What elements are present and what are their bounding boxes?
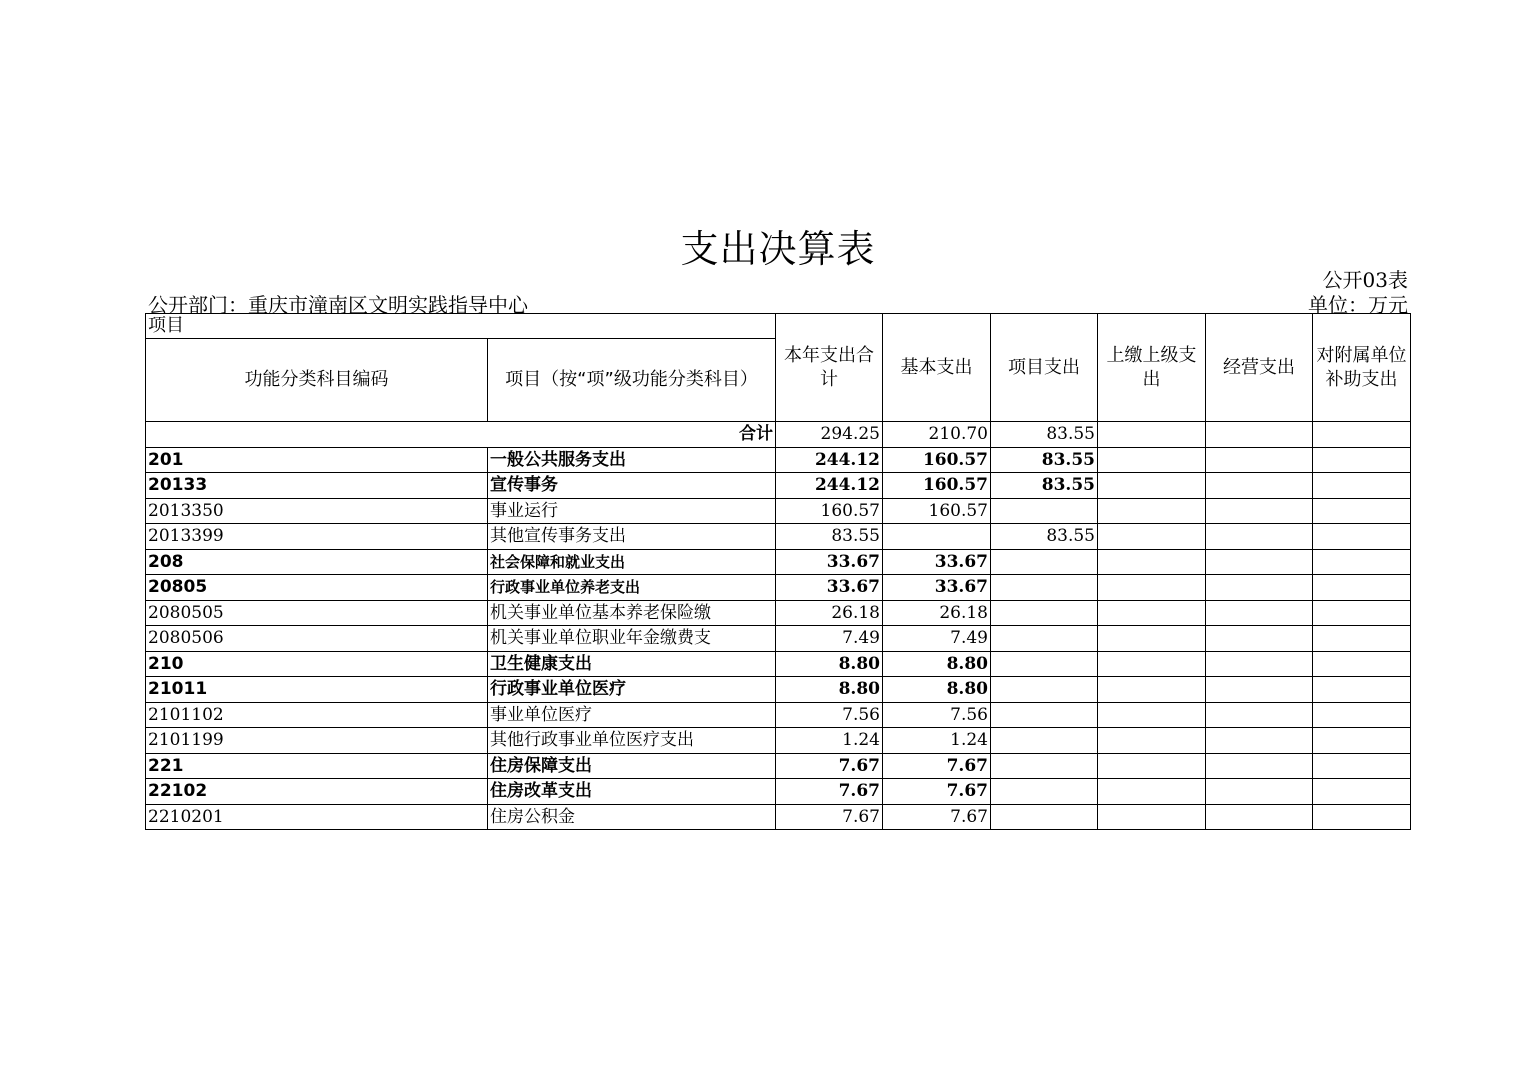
row-basic: 8.80 [883,677,991,703]
row-name: 行政事业单位医疗 [488,677,776,703]
row-business [1206,498,1313,524]
row-name: 行政事业单位养老支出 [488,575,776,601]
header-total: 本年支出合计 [776,314,883,422]
table-row [146,753,1411,779]
department-label: 公开部门：重庆市潼南区文明实践指导中心 [148,293,528,317]
row-business [1206,473,1313,499]
row-code: 2101199 [146,728,488,754]
row-project: 83.55 [991,447,1098,473]
table-row [146,677,1411,703]
row-basic: 7.67 [883,753,991,779]
row-subsidy [1313,575,1411,601]
row-project [991,549,1098,575]
row-code: 221 [146,753,488,779]
row-upper [1098,447,1206,473]
row-upper [1098,524,1206,550]
row-total: 160.57 [776,498,883,524]
row-project: 83.55 [991,524,1098,550]
row-project [991,728,1098,754]
table-row [146,498,1411,524]
header-item-group: 项目 [146,314,776,339]
row-total: 7.67 [776,804,883,830]
row-name: 卫生健康支出 [488,651,776,677]
header-row-top [146,314,1411,339]
row-code: 208 [146,549,488,575]
row-project [991,677,1098,703]
row-subsidy [1313,702,1411,728]
row-project [991,804,1098,830]
header-name: 项目（按“项”级功能分类科目） [488,339,776,422]
row-code: 20805 [146,575,488,601]
row-code: 21011 [146,677,488,703]
header-business: 经营支出 [1206,314,1313,422]
row-total: 7.67 [776,753,883,779]
table-row [146,473,1411,499]
row-subsidy [1313,804,1411,830]
total-label: 合计 [146,422,776,448]
row-upper [1098,575,1206,601]
row-upper [1098,804,1206,830]
row-business [1206,447,1313,473]
row-project: 83.55 [991,473,1098,499]
row-subsidy [1313,779,1411,805]
row-project [991,779,1098,805]
row-name: 宣传事务 [488,473,776,499]
row-total: 33.67 [776,549,883,575]
row-business [1206,651,1313,677]
row-business [1206,524,1313,550]
row-code: 22102 [146,779,488,805]
table-row [146,447,1411,473]
row-basic: 26.18 [883,600,991,626]
table-row [146,524,1411,550]
row-subsidy [1313,626,1411,652]
row-name: 事业单位医疗 [488,702,776,728]
row-project [991,753,1098,779]
row-total: 244.12 [776,473,883,499]
row-upper [1098,498,1206,524]
row-name: 其他宣传事务支出 [488,524,776,550]
row-name: 社会保障和就业支出 [488,549,776,575]
row-basic: 160.57 [883,447,991,473]
row-name: 其他行政事业单位医疗支出 [488,728,776,754]
table-row [146,575,1411,601]
row-basic: 7.49 [883,626,991,652]
row-business [1206,728,1313,754]
row-total: 7.56 [776,702,883,728]
row-business [1206,626,1313,652]
total-basic: 210.70 [883,422,991,448]
row-name: 一般公共服务支出 [488,447,776,473]
row-business [1206,702,1313,728]
expenditure-table [145,313,1411,830]
row-total: 83.55 [776,524,883,550]
row-business [1206,753,1313,779]
table-row [146,702,1411,728]
row-upper [1098,549,1206,575]
row-basic: 7.67 [883,779,991,805]
row-upper [1098,677,1206,703]
table-row [146,549,1411,575]
row-upper [1098,600,1206,626]
row-code: 2210201 [146,804,488,830]
row-code: 2080506 [146,626,488,652]
row-name: 机关事业单位职业年金缴费支 [488,626,776,652]
row-code: 2080505 [146,600,488,626]
row-basic: 8.80 [883,651,991,677]
row-business [1206,575,1313,601]
row-total: 26.18 [776,600,883,626]
table-row [146,600,1411,626]
total-row [146,422,1411,448]
row-basic: 7.56 [883,702,991,728]
row-upper [1098,702,1206,728]
table-row [146,779,1411,805]
row-subsidy [1313,728,1411,754]
header-code: 功能分类科目编码 [146,339,488,422]
row-project [991,498,1098,524]
page-title: 支出决算表 [680,227,876,271]
row-total: 8.80 [776,677,883,703]
total-subsidy [1313,422,1411,448]
row-project [991,575,1098,601]
row-basic: 1.24 [883,728,991,754]
row-code: 2013399 [146,524,488,550]
total-business [1206,422,1313,448]
unit-label: 单位：万元 [1308,293,1408,317]
row-total: 33.67 [776,575,883,601]
row-name: 住房保障支出 [488,753,776,779]
row-upper [1098,728,1206,754]
row-code: 2101102 [146,702,488,728]
row-total: 7.49 [776,626,883,652]
row-basic: 33.67 [883,575,991,601]
row-basic: 160.57 [883,473,991,499]
row-code: 210 [146,651,488,677]
row-name: 事业运行 [488,498,776,524]
row-name: 住房改革支出 [488,779,776,805]
row-business [1206,779,1313,805]
row-code: 201 [146,447,488,473]
row-name: 住房公积金 [488,804,776,830]
row-project [991,600,1098,626]
row-upper [1098,779,1206,805]
row-project [991,626,1098,652]
row-project [991,651,1098,677]
row-subsidy [1313,600,1411,626]
row-business [1206,600,1313,626]
row-total: 244.12 [776,447,883,473]
row-subsidy [1313,447,1411,473]
row-upper [1098,626,1206,652]
row-subsidy [1313,498,1411,524]
row-name: 机关事业单位基本养老保险缴 [488,600,776,626]
row-basic [883,524,991,550]
total-upper [1098,422,1206,448]
row-total: 7.67 [776,779,883,805]
header-subsidy: 对附属单位补助支出 [1313,314,1411,422]
row-business [1206,549,1313,575]
row-subsidy [1313,524,1411,550]
row-code: 20133 [146,473,488,499]
row-upper [1098,473,1206,499]
total-total: 294.25 [776,422,883,448]
table-row [146,728,1411,754]
row-subsidy [1313,753,1411,779]
row-total: 8.80 [776,651,883,677]
row-upper [1098,753,1206,779]
form-number: 公开03表 [1322,268,1408,292]
header-project: 项目支出 [991,314,1098,422]
total-project: 83.55 [991,422,1098,448]
row-basic: 33.67 [883,549,991,575]
row-subsidy [1313,549,1411,575]
table-row [146,651,1411,677]
row-basic: 160.57 [883,498,991,524]
header-basic: 基本支出 [883,314,991,422]
row-upper [1098,651,1206,677]
header-upper: 上缴上级支出 [1098,314,1206,422]
row-basic: 7.67 [883,804,991,830]
table-row [146,804,1411,830]
row-total: 1.24 [776,728,883,754]
row-business [1206,804,1313,830]
row-subsidy [1313,677,1411,703]
row-subsidy [1313,473,1411,499]
row-subsidy [1313,651,1411,677]
row-business [1206,677,1313,703]
row-code: 2013350 [146,498,488,524]
row-project [991,702,1098,728]
table-row [146,626,1411,652]
